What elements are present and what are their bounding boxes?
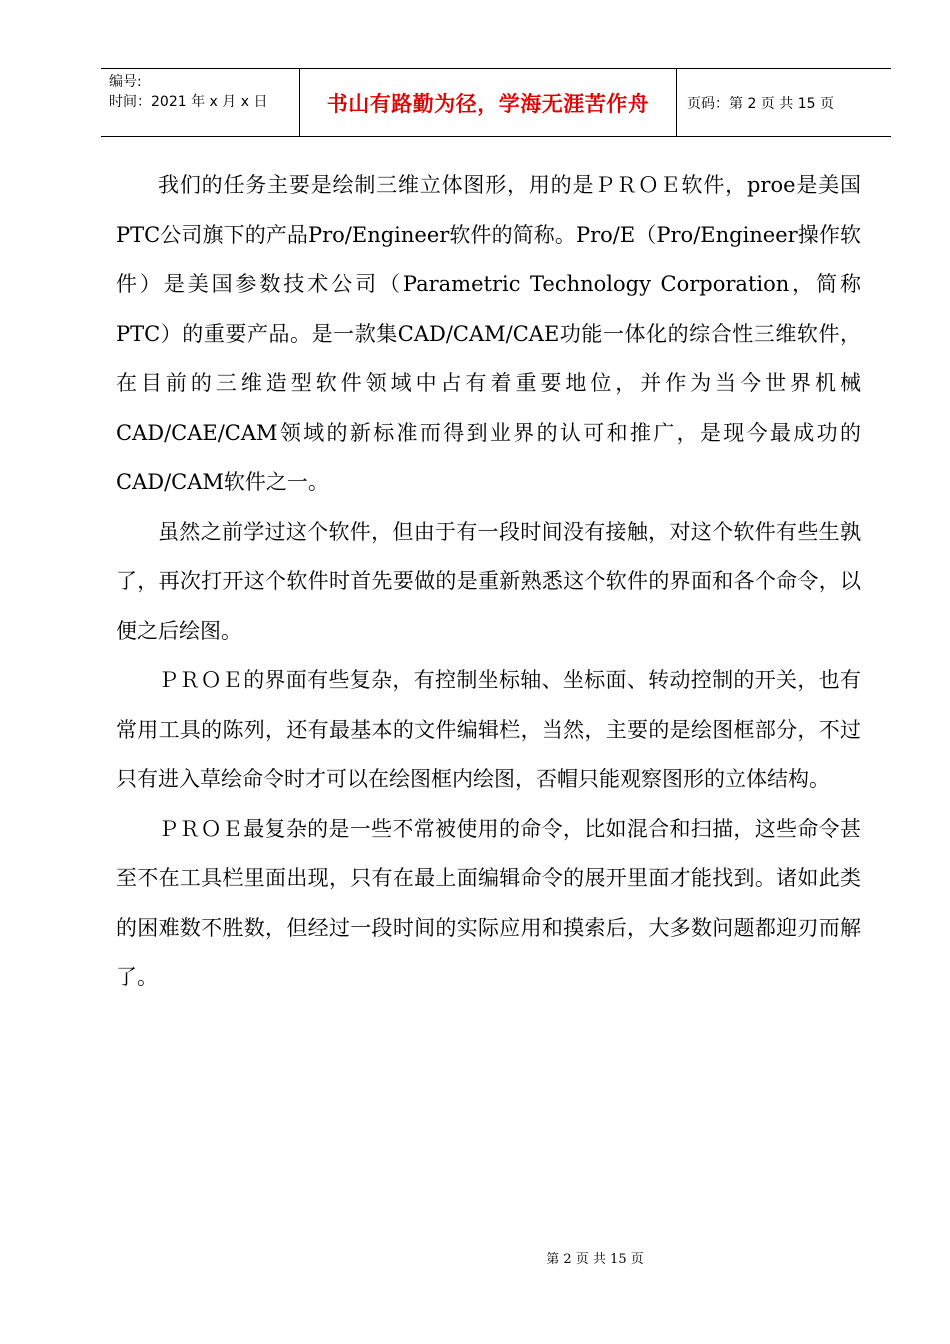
page-footer: 第 2 页 共 15 页	[546, 1252, 644, 1267]
paragraph-3: ＰＲＯＥ的界面有些复杂，有控制坐标轴、坐标面、转动控制的开关，也有常用工具的陈列，还有最基本的文件编辑栏，当然，主要的是绘图框部分，不过只有进入草绘命令时才可以在绘图框内绘图，否帽只能观察图形的立体结构。	[116, 668, 861, 791]
paragraph-4: ＰＲＯＥ最复杂的是一些不常被使用的命令，比如混合和扫描，这些命令甚至不在工具栏里面出现，只有在最上面编辑命令的展开里面才能找到。诸如此类的困难数不胜数，但经过一段时间的实际应用和摸索后，大多数问题都迎刃而解了。	[116, 816, 861, 989]
document-body	[116, 161, 861, 1003]
time-label: 时间：2021 年 x 月 x 日	[109, 94, 268, 110]
document-header	[101, 68, 891, 137]
header-motto: 书山有路勤为径，学海无涯苦作舟	[300, 69, 677, 136]
header-meta	[101, 69, 300, 136]
number-label: 编号:	[109, 74, 142, 90]
header-page-label: 页码：第 2 页 共 15 页	[687, 95, 834, 112]
paragraph-2: 虽然之前学过这个软件，但由于有一段时间没有接触，对这个软件有些生孰了，再次打开这个软件时首先要做的是重新熟悉这个软件的界面和各个命令，以便之后绘图。	[116, 519, 861, 643]
paragraph-1: 我们的任务主要是绘制三维立体图形，用的是ＰＲＯＥ软件，proe是美国PTC公司旗下的产品Pro/Engineer软件的简称。Pro/E（Pro/Engineer操作软件）是美国参数技术公司（Parametric Technology Corporation，简称PTC）的重要产品。是一款集CAD/CAM/CAE功能一体化的综合性三维软件，在目前的三维造型软件领域中占有着重要地位，并作为当今世界机械CAD/CAE/CAM领域的新标准而得到业界的认可和推广，是现今最成功的CAD/CAM软件之一。	[116, 173, 861, 494]
